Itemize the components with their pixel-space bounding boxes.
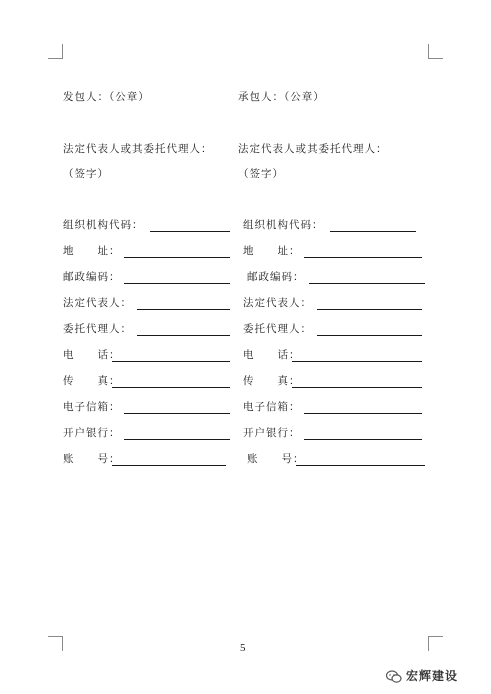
contractor-seal-label: 承包人：（公章） — [238, 91, 325, 103]
page-number: 5 — [240, 642, 246, 654]
right-field-line-postal-code — [309, 283, 425, 284]
right-field-line-account — [296, 465, 425, 466]
left-field-line-fax — [112, 387, 230, 388]
right-field-line-agent — [317, 335, 422, 336]
right-field-label-fax: 传 真： — [243, 375, 301, 387]
left-field-line-phone — [112, 361, 230, 362]
crop-mark-bottom-right — [428, 636, 443, 651]
left-field-label-account: 账 号： — [63, 453, 121, 465]
left-field-label-bank: 开户银行： — [63, 427, 121, 439]
right-field-line-email — [304, 413, 422, 414]
right-field-line-address — [304, 257, 422, 258]
contractor-signature-label: （签字） — [238, 168, 284, 180]
left-field-label-org-code: 组织机构代码： — [63, 219, 144, 231]
left-field-line-postal-code — [124, 283, 230, 284]
right-field-label-account: 账 号： — [247, 453, 305, 465]
crop-mark-bottom-left — [48, 636, 63, 651]
right-field-line-org-code — [330, 231, 416, 232]
left-field-label-postal-code: 邮政编码： — [63, 271, 121, 283]
watermark — [386, 667, 458, 684]
employer-signature-label: （签字） — [63, 168, 109, 180]
crop-mark-top-right — [428, 44, 443, 59]
left-field-label-legal-rep: 法定代表人： — [63, 297, 132, 309]
right-field-label-org-code: 组织机构代码： — [243, 219, 324, 231]
left-field-label-email: 电子信箱： — [63, 401, 121, 413]
left-field-label-address: 地 址： — [63, 245, 121, 257]
left-field-line-agent — [137, 335, 230, 336]
left-field-line-legal-rep — [137, 309, 230, 310]
left-field-line-org-code — [150, 231, 230, 232]
left-field-line-address — [124, 257, 230, 258]
left-field-line-account — [112, 465, 226, 466]
employer-representative-label: 法定代表人或其委托代理人： — [63, 143, 213, 155]
right-field-label-address: 地 址： — [243, 245, 301, 257]
left-field-label-fax: 传 真： — [63, 375, 121, 387]
left-field-label-phone: 电 话： — [63, 349, 121, 361]
left-field-line-email — [124, 413, 230, 414]
wechat-chat-icon — [386, 669, 402, 683]
right-field-line-bank — [304, 439, 422, 440]
right-field-line-fax — [292, 387, 422, 388]
employer-seal-label: 发包人：（公章） — [63, 91, 150, 103]
right-field-line-legal-rep — [317, 309, 422, 310]
contractor-representative-label: 法定代表人或其委托代理人： — [238, 143, 388, 155]
left-field-label-agent: 委托代理人： — [63, 323, 132, 335]
crop-mark-top-left — [48, 44, 63, 59]
left-field-line-bank — [124, 439, 230, 440]
right-field-label-agent: 委托代理人： — [243, 323, 312, 335]
right-field-line-phone — [292, 361, 422, 362]
watermark-text: 宏辉建设 — [406, 669, 459, 683]
right-field-label-phone: 电 话： — [243, 349, 301, 361]
right-field-label-postal-code: 邮政编码： — [247, 271, 305, 283]
right-field-label-bank: 开户银行： — [243, 427, 301, 439]
right-field-label-legal-rep: 法定代表人： — [243, 297, 312, 309]
right-field-label-email: 电子信箱： — [243, 401, 301, 413]
